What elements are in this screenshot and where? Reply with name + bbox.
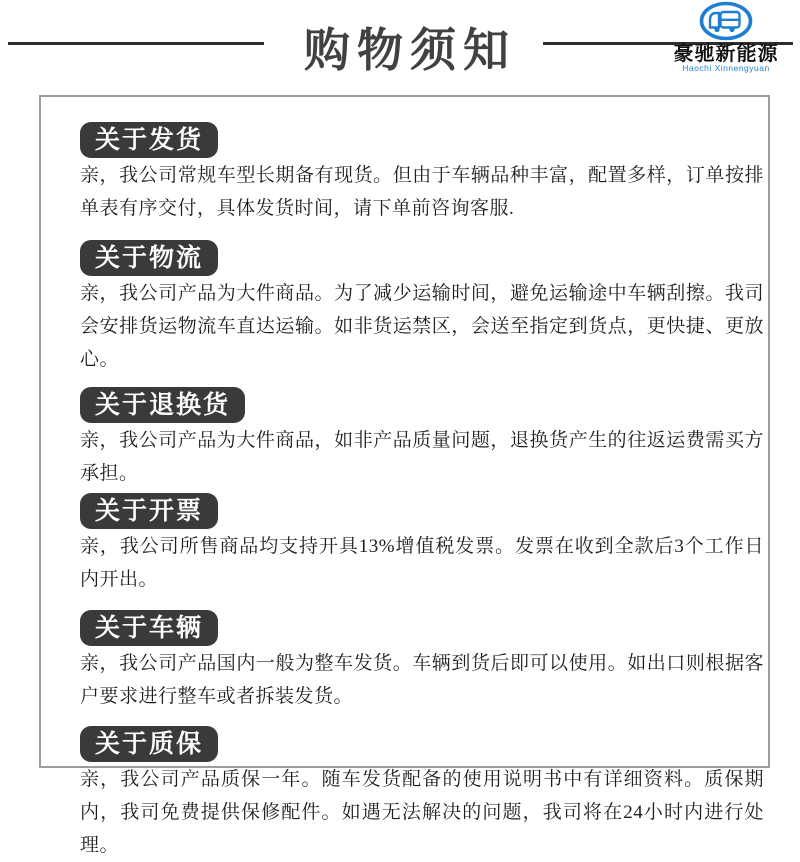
- truck-logo-icon: [656, 1, 796, 42]
- notice-box: [39, 95, 770, 856]
- section-vehicle: [80, 610, 764, 713]
- section-warranty: [80, 726, 764, 862]
- section-text-vehicle: 亲，我公司产品国内一般为整车发货。车辆到货后即可以使用。如出口则根据客户要求进行整车或者拆装发货。: [80, 653, 764, 707]
- page-title: 购物须知: [304, 24, 516, 76]
- section-text-warranty: 亲，我公司产品质保一年。随车发货配备的使用说明书中有详细资料。质保期内，我司免费提供保修配件。如遇无法解决的问题，我司将在24小时内进行处理。: [80, 769, 764, 856]
- brand-logo: [656, 1, 796, 73]
- section-logistics: [80, 240, 764, 376]
- section-badge-vehicle: 关于车辆: [80, 610, 218, 646]
- section-text-shipping: 亲，我公司常规车型长期备有现货。但由于车辆品种丰富，配置多样，订单按排单表有序交付，具体发货时间，请下单前咨询客服.: [80, 165, 764, 219]
- section-badge-logistics: 关于物流: [80, 240, 218, 276]
- section-badge-invoice: 关于开票: [80, 493, 218, 529]
- brand-subtitle: Haochi Xinnengyuan: [682, 63, 770, 73]
- section-text-invoice: 亲，我公司所售商品均支持开具13%增值税发票。发票在收到全款后3个工作日内开出。: [80, 536, 764, 590]
- brand-name: 豪驰新能源: [673, 43, 779, 65]
- section-badge-shipping: 关于发货: [80, 122, 218, 158]
- section-invoice: [80, 493, 764, 596]
- section-badge-returns: 关于退换货: [80, 387, 245, 423]
- section-shipping: [80, 122, 764, 225]
- section-text-returns: 亲，我公司产品为大件商品，如非产品质量问题，退换货产生的往返运费需买方承担。: [80, 430, 764, 484]
- section-text-logistics: 亲，我公司产品为大件商品。为了减少运输时间，避免运输途中车辆刮擦。我司会安排货运物流车直达运输。如非货运禁区，会送至指定到货点，更快捷、更放心。: [80, 283, 764, 370]
- header-rule-left: [8, 42, 264, 45]
- section-badge-warranty: 关于质保: [80, 726, 218, 762]
- section-returns: [80, 387, 764, 490]
